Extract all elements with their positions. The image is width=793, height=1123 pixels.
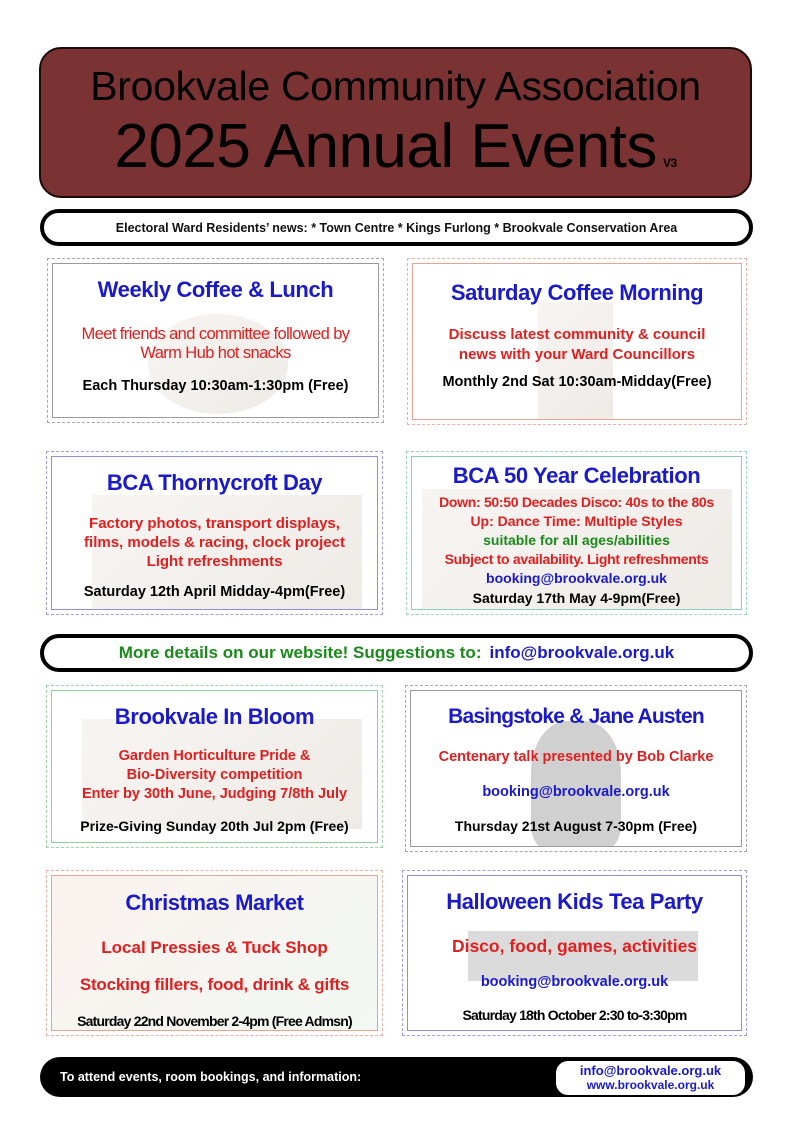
footer-bar — [40, 1057, 753, 1097]
footer-website[interactable]: www.brookvale.org.uk — [586, 1078, 715, 1092]
card-in-bloom — [42, 681, 387, 852]
association-name: Brookvale Community Association — [90, 63, 701, 109]
card-line: Warm Hub hot snacks — [140, 344, 291, 362]
card-jane-austen — [401, 681, 751, 856]
footer-contact-box — [556, 1061, 745, 1095]
details-text: More details on our website! Suggestions to: — [118, 643, 482, 662]
card-title: BCA 50 Year Celebration — [452, 463, 701, 488]
card-line: Garden Horticulture Pride & — [118, 748, 311, 764]
card-thornycroft — [42, 447, 387, 619]
card-line: Stocking fillers, food, drink & gifts — [79, 975, 350, 994]
card-when: Monthly 2nd Sat 10:30am-Midday(Free) — [442, 374, 712, 390]
card-line: Meet friends and committee followed by — [81, 325, 350, 343]
card-title: Saturday Coffee Morning — [450, 280, 704, 305]
card-when: Saturday 17th May 4-9pm(Free) — [472, 590, 681, 606]
footer-email[interactable]: info@brookvale.org.uk — [579, 1063, 722, 1078]
card-line: films, models & racing, clock project — [84, 534, 345, 551]
details-bar — [40, 634, 753, 672]
booking-email[interactable]: booking@brookvale.org.uk — [480, 974, 669, 990]
card-when: Saturday 22nd November 2-4pm (Free Admsn) — [77, 1013, 352, 1029]
card-when: Saturday 12th April Midday-4pm(Free) — [83, 584, 346, 600]
card-line: suitable for all ages/abilities — [483, 532, 670, 548]
card-christmas — [42, 866, 387, 1040]
card-line: Local Pressies & Tuck Shop — [101, 938, 328, 957]
version-label: V3 — [662, 156, 677, 170]
header-banner — [39, 47, 752, 198]
card-line: Up: Dance Time: Multiple Styles — [470, 513, 683, 529]
card-title: Brookvale In Bloom — [114, 704, 315, 729]
card-line: Bio-Diversity competition — [126, 767, 303, 783]
suggestions-email[interactable]: info@brookvale.org.uk — [489, 643, 675, 662]
ward-news-bar: Electoral Ward Residents’ news: * Town Centre * Kings Furlong * Brookvale Conservation Area — [40, 209, 753, 246]
card-weekly-coffee — [43, 254, 388, 427]
booking-email[interactable]: booking@brookvale.org.uk — [482, 784, 670, 800]
card-when: Thursday 21st August 7-30pm (Free) — [454, 818, 698, 834]
card-title: Basingstoke & Jane Austen — [448, 705, 704, 728]
booking-email[interactable]: booking@brookvale.org.uk — [486, 570, 667, 586]
card-line: Centenary talk presented by Bob Clarke — [438, 749, 714, 765]
card-line: Disco, food, games, activities — [451, 936, 698, 956]
card-title: BCA Thornycroft Day — [106, 470, 323, 495]
card-line: Factory photos, transport displays, — [89, 515, 340, 532]
card-line: Light refreshments — [146, 553, 283, 570]
card-line: news with your Ward Councillors — [458, 346, 696, 363]
card-when: Prize-Giving Sunday 20th Jul 2pm (Free) — [80, 818, 349, 834]
card-line: Enter by 30th June, Judging 7/8th July — [81, 786, 348, 802]
card-when: Each Thursday 10:30am-1:30pm (Free) — [82, 378, 349, 394]
footer-text: To attend events, room bookings, and information: — [60, 1070, 362, 1084]
card-title: Christmas Market — [125, 890, 304, 915]
card-when: Saturday 18th October 2:30 to-3:30pm — [462, 1007, 687, 1023]
card-line: Down: 50:50 Decades Disco: 40s to the 80s — [439, 494, 714, 510]
card-line: Discuss latest community & council — [448, 326, 706, 343]
card-line: Subject to availability. Light refreshments — [444, 551, 709, 567]
card-saturday-coffee — [403, 254, 751, 429]
card-50-year — [402, 447, 751, 619]
card-title: Halloween Kids Tea Party — [446, 889, 703, 914]
card-title: Weekly Coffee & Lunch — [97, 277, 334, 302]
page-title: 2025 Annual Events V3 — [114, 112, 677, 181]
card-halloween — [398, 866, 751, 1040]
